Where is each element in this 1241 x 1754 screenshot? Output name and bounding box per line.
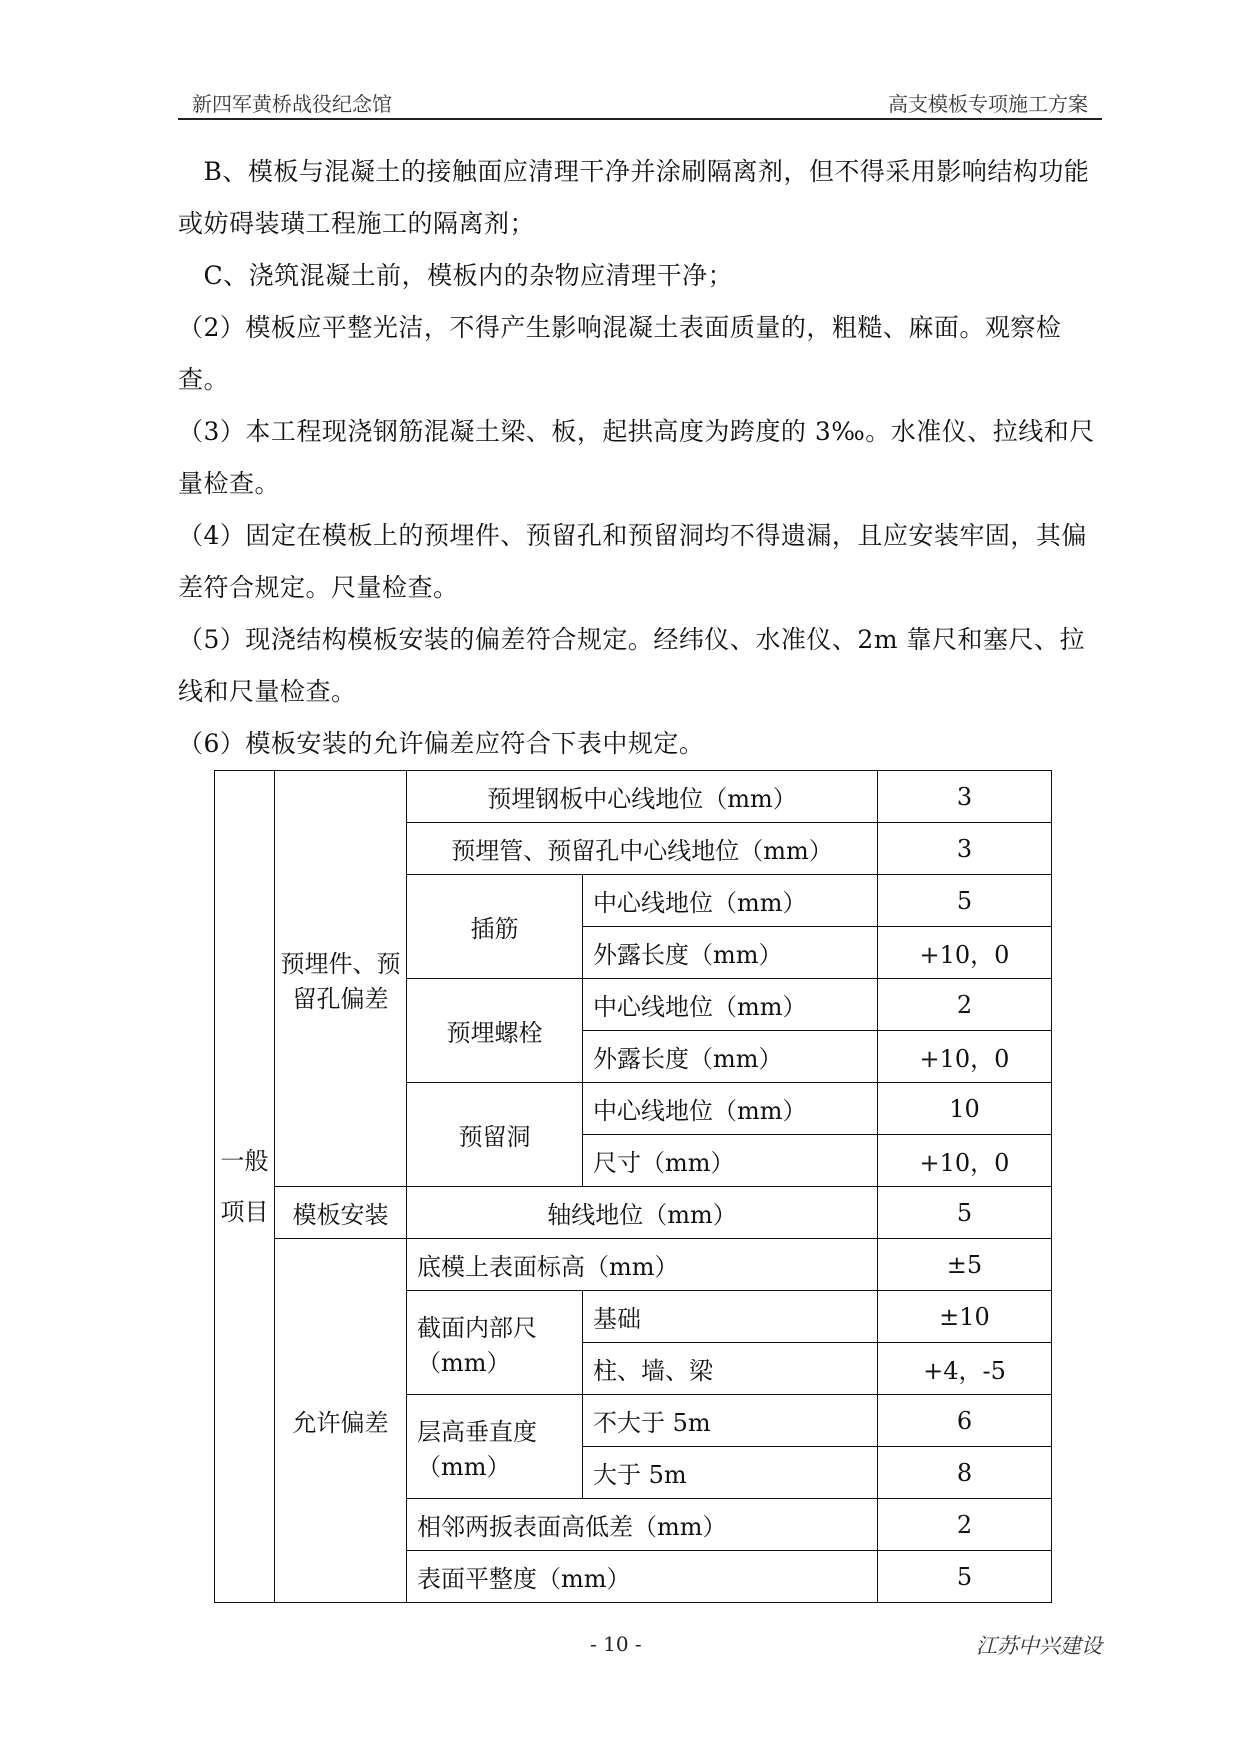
subgroup-section-size: 截面内部尺（mm）	[407, 1291, 583, 1395]
table-cell: 外露长度（mm）	[583, 927, 878, 979]
paragraph-2: （2）模板应平整光洁，不得产生影响混凝土表面质量的，粗糙、麻面。观察检查。	[178, 313, 1062, 394]
table-value: 10	[878, 1083, 1052, 1135]
subgroup-storey-verticality: 层高垂直度（mm）	[407, 1395, 583, 1499]
table-cell: 预埋钢板中心线地位（mm）	[407, 771, 878, 823]
table-value: 6	[878, 1395, 1052, 1447]
table-value: 5	[878, 1187, 1052, 1239]
section-embedded-parts: 预埋件、预留孔偏差	[275, 771, 407, 1187]
paragraph-6: （6）模板安装的允许偏差应符合下表中规定。	[178, 729, 705, 758]
table-value: 3	[878, 771, 1052, 823]
table-value: 2	[878, 1499, 1052, 1551]
table-cell: 基础	[583, 1291, 878, 1343]
table-value: 8	[878, 1447, 1052, 1499]
footer-company: 江苏中兴建设	[976, 1634, 1102, 1658]
group-label: 一般项目	[215, 771, 275, 1603]
table-cell: 预埋管、预留孔中心线地位（mm）	[407, 823, 878, 875]
section-allowed-deviation: 允许偏差	[275, 1239, 407, 1603]
table-cell: 底模上表面标高（mm）	[407, 1239, 878, 1291]
table-value: 5	[878, 1551, 1052, 1603]
page-number: - 10 -	[590, 1632, 642, 1656]
table-cell: 外露长度（mm）	[583, 1031, 878, 1083]
table-cell: 轴线地位（mm）	[407, 1187, 878, 1239]
table-cell: 大于 5m	[583, 1447, 878, 1499]
table-value: +10，0	[878, 1135, 1052, 1187]
table-cell: 相邻两扳表面高低差（mm）	[407, 1499, 878, 1551]
table-value: ±10	[878, 1291, 1052, 1343]
subgroup-luoshuan: 预埋螺栓	[407, 979, 583, 1083]
paragraph-3: （3）本工程现浇钢筋混凝土梁、板，起拱高度为跨度的 3‰。水准仪、拉线和尺量检查。	[178, 417, 1095, 498]
page-header	[178, 88, 1102, 120]
table-value: +10，0	[878, 927, 1052, 979]
table-cell: 柱、墙、梁	[583, 1343, 878, 1395]
paragraph-5: （5）现浇结构模板安装的偏差符合规定。经纬仪、水准仪、2m 靠尺和塞尺、拉线和尺量检查。	[178, 625, 1085, 706]
paragraph-4: （4）固定在模板上的预埋件、预留孔和预留洞均不得遗漏，且应安装牢固，其偏差符合规定。尺量检查。	[178, 521, 1087, 602]
table-value: ±5	[878, 1239, 1052, 1291]
subgroup-yuliudong: 预留洞	[407, 1083, 583, 1187]
table-cell: 中心线地位（mm）	[583, 1083, 878, 1135]
table-value: 2	[878, 979, 1052, 1031]
table-cell: 不大于 5m	[583, 1395, 878, 1447]
table-value: 5	[878, 875, 1052, 927]
table-cell: 中心线地位（mm）	[583, 979, 878, 1031]
paragraph-c: C、浇筑混凝土前，模板内的杂物应清理干净；	[178, 261, 734, 290]
section-formwork-install: 模板安装	[275, 1187, 407, 1239]
tolerance-table	[214, 770, 1052, 1603]
header-project-name: 新四军黄桥战役纪念馆	[192, 92, 392, 116]
table-value: +4，-5	[878, 1343, 1052, 1395]
table-cell: 中心线地位（mm）	[583, 875, 878, 927]
table-cell: 表面平整度（mm）	[407, 1551, 878, 1603]
table-value: +10，0	[878, 1031, 1052, 1083]
table-cell: 尺寸（mm）	[583, 1135, 878, 1187]
paragraph-b: B、模板与混凝土的接触面应清理干净并涂刷隔离剂，但不得采用影响结构功能或妨碍装璜工程施工的隔离剂；	[178, 157, 1090, 238]
header-document-title: 高支模板专项施工方案	[888, 92, 1088, 116]
subgroup-chajin: 插筋	[407, 875, 583, 979]
table-value: 3	[878, 823, 1052, 875]
